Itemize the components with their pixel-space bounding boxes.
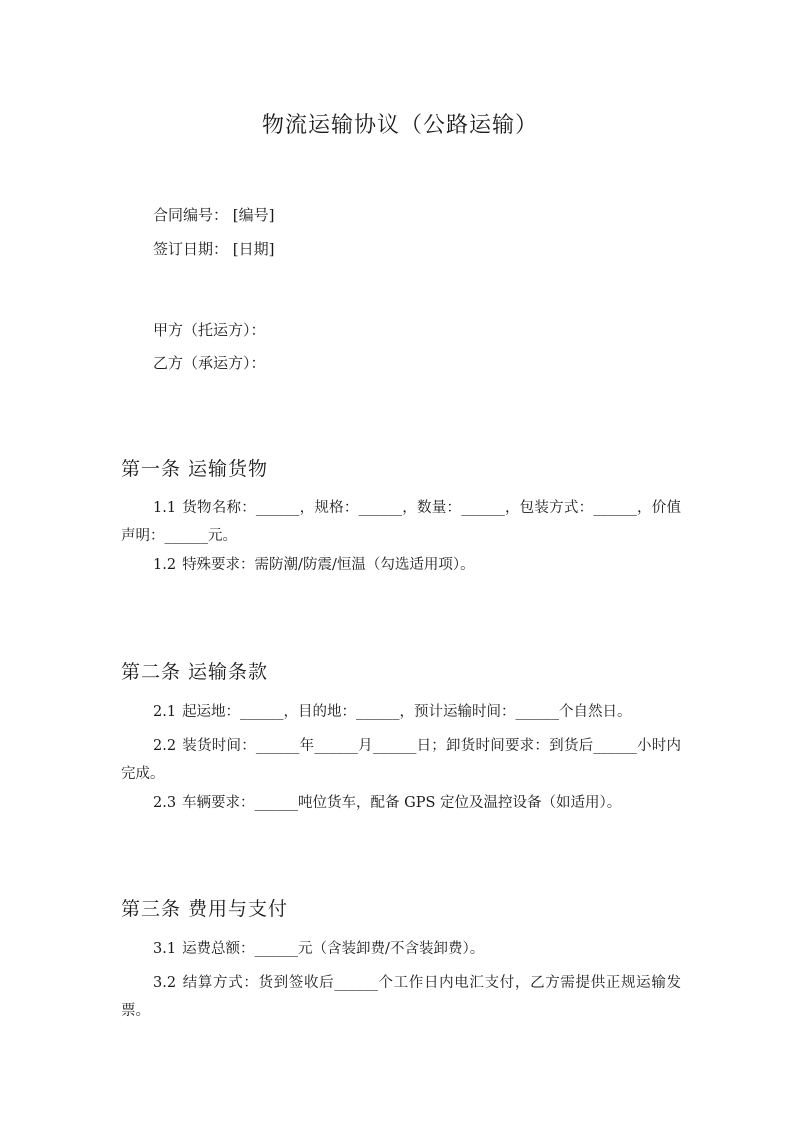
contract-number: 合同编号： [编号] bbox=[153, 206, 275, 224]
clause bbox=[121, 935, 681, 963]
clause-text: 货物名称：______，规格：______，数量：______，包装方式：______，价值声明：______元。 bbox=[121, 500, 681, 544]
document-title: 物流运输协议（公路运输） bbox=[261, 113, 538, 138]
party-a: 甲方（托运方）： bbox=[153, 321, 266, 339]
clause bbox=[121, 698, 681, 726]
clause-number: 3.2 bbox=[153, 975, 177, 991]
clause-number: 2.2 bbox=[153, 738, 177, 754]
section-heading: 第三条 费用与支付 bbox=[121, 898, 289, 920]
clause-number: 3.1 bbox=[153, 941, 177, 957]
clause-text: 装货时间：______年______月______日；卸货时间要求：到货后______小时内完成。 bbox=[121, 738, 681, 782]
section-heading: 第一条 运输货物 bbox=[121, 458, 269, 480]
clause-number: 1.2 bbox=[153, 557, 177, 573]
clause-number: 1.1 bbox=[153, 500, 177, 516]
clause bbox=[121, 969, 681, 1025]
party-b: 乙方（承运方）： bbox=[153, 354, 266, 372]
clause bbox=[121, 494, 681, 550]
clause-text: 车辆要求：______吨位货车，配备 GPS 定位及温控设备（如适用）。 bbox=[182, 795, 622, 811]
clause-text: 运费总额：______元（含装卸费/不含装卸费）。 bbox=[182, 941, 485, 957]
clause-number: 2.1 bbox=[153, 704, 177, 720]
clause bbox=[121, 732, 681, 788]
clause-number: 2.3 bbox=[153, 795, 177, 811]
sign-date: 签订日期： [日期] bbox=[153, 240, 275, 258]
clause-text: 起运地：______，目的地：______，预计运输时间：______个自然日。 bbox=[182, 704, 632, 720]
clause bbox=[121, 789, 681, 817]
clause-text: 结算方式：货到签收后______个工作日内电汇支付，乙方需提供正规运输发票。 bbox=[121, 975, 681, 1019]
clause-text: 特殊要求：需防潮/防震/恒温（勾选适用项）。 bbox=[182, 557, 475, 573]
section-heading: 第二条 运输条款 bbox=[121, 661, 269, 683]
clause bbox=[121, 551, 681, 579]
